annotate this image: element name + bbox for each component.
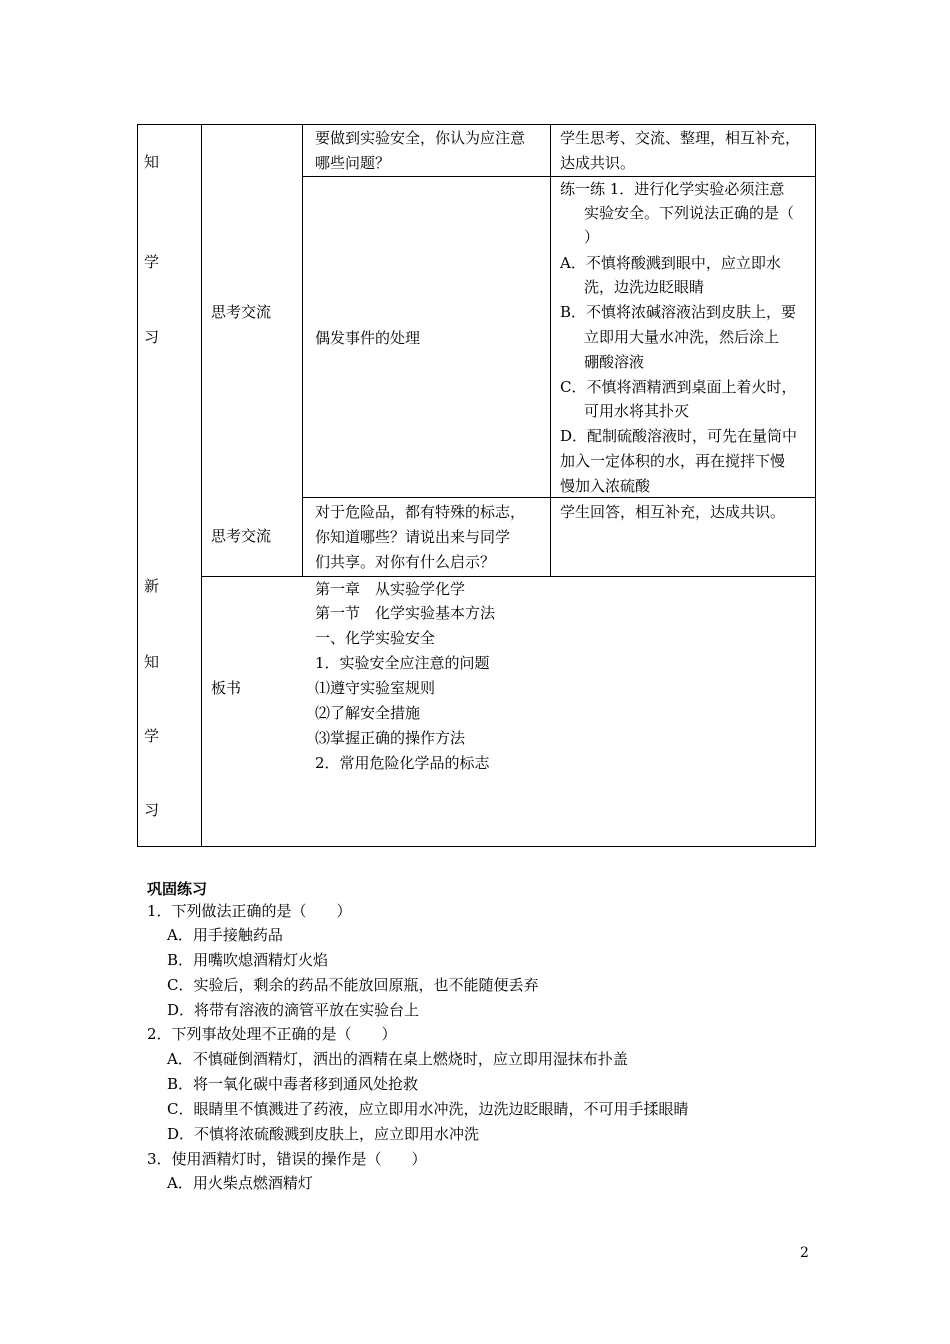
question-option: D．不慎将浓硫酸溅到皮肤上，应立即用水冲洗	[167, 1125, 480, 1143]
practice-line: 实验安全。下列说法正确的是（	[584, 204, 795, 222]
cell-question: 们共享。对你有什么启示？	[315, 553, 496, 571]
question-stem: 3．使用酒精灯时，错误的操作是（ ）	[147, 1150, 427, 1168]
cell-question: 对于危险品，都有特殊的标志，	[315, 503, 526, 521]
side-char: 知	[144, 153, 160, 171]
practice-line: 练一练 1．进行化学实验必须注意	[560, 180, 785, 198]
side-char: 习	[144, 328, 160, 346]
board-line: 1．实验安全应注意的问题	[315, 654, 490, 672]
cell-student-activity: 学生思考、交流、整理，相互补充，	[560, 129, 801, 147]
cell-student-activity: 达成共识。	[560, 154, 636, 172]
question-option: B．用嘴吹熄酒精灯火焰	[167, 951, 329, 969]
question-option: A．用手接触药品	[167, 926, 283, 944]
practice-line: 硼酸溶液	[584, 353, 645, 371]
practice-line: 慢加入浓硫酸	[560, 477, 651, 495]
cell-activity-type: 思考交流	[211, 527, 272, 545]
practice-line: ）	[584, 228, 600, 246]
board-line: ⑴遵守实验室规则	[315, 679, 436, 697]
board-line: 一、化学实验安全	[315, 629, 436, 647]
question-stem: 2．下列事故处理不正确的是（ ）	[147, 1025, 397, 1043]
question-option: A．不慎碰倒酒精灯，洒出的酒精在桌上燃烧时，应立即用湿抹布扑盖	[167, 1050, 628, 1068]
side-char: 新	[144, 577, 160, 595]
practice-line: 立即用大量水冲洗，然后涂上	[584, 328, 780, 346]
practice-line: 加入一定体积的水，再在搅拌下慢	[560, 452, 786, 470]
question-option: D．将带有溶液的滴管平放在实验台上	[167, 1001, 420, 1019]
cell-question: 要做到实验安全，你认为应注意	[315, 129, 526, 147]
board-line: 2．常用危险化学品的标志	[315, 754, 490, 772]
question-option: C．眼睛里不慎溅进了药液，应立即用水冲洗，边洗边眨眼睛，不可用手揉眼睛	[167, 1100, 689, 1118]
question-option: A．用火柴点燃酒精灯	[167, 1174, 313, 1192]
side-char: 学	[144, 727, 160, 745]
exercises-title: 巩固练习	[147, 880, 208, 898]
question-option: C．实验后，剩余的药品不能放回原瓶，也不能随便丢弃	[167, 976, 539, 994]
practice-line: 洗，边洗边眨眼睛	[584, 278, 705, 296]
question-option: B．将一氧化碳中毒者移到通风处抢救	[167, 1075, 419, 1093]
cell-activity-type: 思考交流	[211, 303, 272, 321]
board-line: 第一章 从实验学化学	[315, 580, 466, 598]
question-stem: 1．下列做法正确的是（ ）	[147, 902, 352, 920]
cell-question: 你知道哪些？请说出来与同学	[315, 528, 511, 546]
page-number: 2	[800, 1245, 809, 1261]
cell-topic: 偶发事件的处理	[315, 329, 421, 347]
practice-line: C．不慎将酒精洒到桌面上着火时，	[560, 378, 797, 396]
cell-activity-type: 板书	[211, 679, 242, 697]
practice-line: B．不慎将浓碱溶液沾到皮肤上，要	[560, 303, 797, 321]
board-line: 第一节 化学实验基本方法	[315, 604, 496, 622]
board-line: ⑶掌握正确的操作方法	[315, 729, 466, 747]
side-char: 习	[144, 801, 160, 819]
side-char: 知	[144, 653, 160, 671]
cell-question: 哪些问题？	[315, 154, 391, 172]
practice-line: 可用水将其扑灭	[584, 402, 690, 420]
cell-student-activity: 学生回答，相互补充，达成共识。	[560, 503, 786, 521]
board-line: ⑵了解安全措施	[315, 704, 421, 722]
side-char: 学	[144, 253, 160, 271]
practice-line: D．配制硫酸溶液时，可先在量筒中	[560, 427, 798, 445]
practice-line: A．不慎将酸溅到眼中，应立即水	[560, 254, 781, 272]
